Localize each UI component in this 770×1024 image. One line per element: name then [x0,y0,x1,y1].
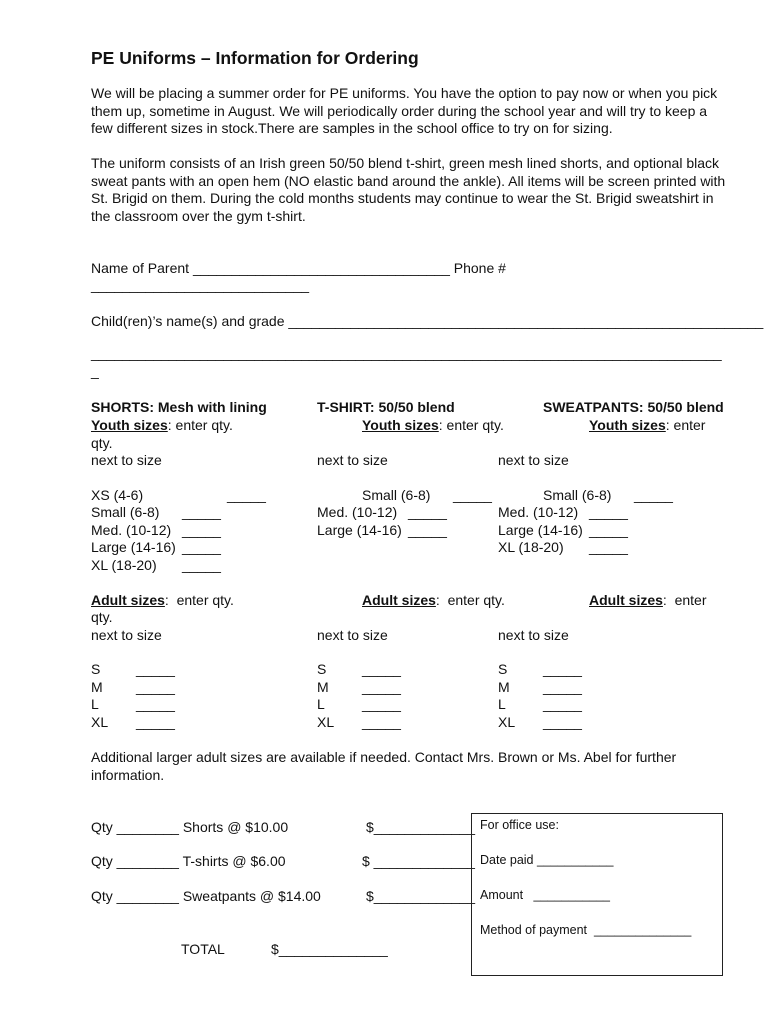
qty-wrap: qty. [91,435,113,451]
adult-blank: _____ [543,714,582,730]
youth-sweat-blank: _____ [589,522,628,538]
blank-line: _________________________________________________________________________________ [91,345,722,361]
adult-size: M [317,679,329,695]
shorts-youth-label: Youth sizes: enter qty. [91,417,233,433]
sweatpants-heading: SWEATPANTS: 50/50 blend [543,399,724,415]
youth-tshirt-size: Med. (10-12) [317,504,398,520]
tshirt-next-to-size: next to size [317,627,388,643]
youth-shorts-blank: _____ [182,522,221,538]
sweat-adult-label: Adult sizes: enter [589,592,707,608]
youth-sweat-blank: _____ [589,539,628,555]
adult-blank: _____ [362,661,401,677]
adult-size: L [317,696,325,712]
parent-name-line: Name of Parent _________________________________ Phone # [91,260,506,276]
shorts-next-to-size: next to size [91,627,162,643]
tshirt-youth-label: Youth sizes: enter qty. [362,417,504,433]
youth-shorts-size: XS (4-6) [91,487,144,503]
youth-sweat-size: Small (6-8) [543,487,612,503]
adult-blank: _____ [543,696,582,712]
adult-blank: _____ [136,696,175,712]
tshirt-heading: T-SHIRT: 50/50 blend [317,399,455,415]
total-dollar-line: $______________ [271,941,388,957]
description-paragraph: The uniform consists of an Irish green 50/50 blend t-shirt, green mesh lined shorts, and optional black sweat pants with an open hem (NO elastic band around the ankle). All items will be screen printed with St. Brigid on them. During the cold months students may continue to wear the St. Brigid sweatshirt in the classroom over the gym t-shirt. [91,155,726,225]
tshirts-qty-line: Qty ________ T-shirts @ $6.00 [91,853,286,869]
adult-size: S [317,661,327,677]
adult-blank: _____ [362,696,401,712]
youth-shorts-blank: _____ [182,557,221,573]
shorts-qty-line: Qty ________ Shorts @ $10.00 [91,819,289,835]
phone-blank: ____________________________ [91,277,310,293]
adult-size: XL [317,714,335,730]
adult-size: XL [91,714,109,730]
adult-size: L [498,696,506,712]
adult-blank: _____ [136,661,175,677]
adult-blank: _____ [543,661,582,677]
youth-shorts-size: Small (6-8) [91,504,160,520]
office-payment-method: Method of payment ______________ [480,923,692,937]
adult-blank: _____ [136,714,175,730]
adult-size: M [91,679,103,695]
page-title: PE Uniforms – Information for Ordering [91,48,419,68]
youth-shorts-blank: _____ [182,504,221,520]
adult-size: M [498,679,510,695]
adult-blank: _____ [362,679,401,695]
shorts-adult-label: Adult sizes: enter qty. [91,592,234,608]
tshirts-dollar-line: $ _____________ [362,853,475,869]
adult-blank: _____ [362,714,401,730]
youth-shorts-blank: _____ [227,487,266,503]
youth-sweat-size: Med. (10-12) [498,504,579,520]
adult-size: S [498,661,508,677]
youth-shorts-blank: _____ [182,539,221,555]
youth-tshirt-size: Small (6-8) [362,487,431,503]
sweat-youth-label: Youth sizes: enter [589,417,706,433]
office-date-paid: Date paid ___________ [480,853,614,867]
additional-sizes-note: Additional larger adult sizes are available if needed. Contact Mrs. Brown or Ms. Abel for further information. [91,749,677,783]
youth-sweat-size: Large (14-16) [498,522,583,538]
youth-tshirt-blank: _____ [408,504,447,520]
sweatpants-qty-line: Qty ________ Sweatpants @ $14.00 [91,888,321,904]
adult-blank: _____ [136,679,175,695]
youth-shorts-size: XL (18-20) [91,557,157,573]
adult-size: S [91,661,101,677]
youth-sweat-size: XL (18-20) [498,539,564,555]
shorts-heading: SHORTS: Mesh with lining [91,399,267,415]
children-line: Child(ren)’s name(s) and grade _____________________________________________________________ [91,313,764,329]
shorts-dollar-line: $_____________ [366,819,476,835]
youth-tshirt-blank: _____ [408,522,447,538]
office-amount: Amount ___________ [480,888,610,902]
youth-tshirt-blank: _____ [453,487,492,503]
total-label: TOTAL [181,941,225,957]
adult-size: L [91,696,99,712]
adult-blank: _____ [543,679,582,695]
youth-sweat-blank: _____ [634,487,673,503]
youth-shorts-size: Med. (10-12) [91,522,172,538]
youth-shorts-size: Large (14-16) [91,539,176,555]
sweatpants-dollar-line: $_____________ [366,888,476,904]
blank-line-tail: _ [91,363,99,379]
shorts-next-to-size: next to size [91,452,162,468]
office-use-heading: For office use: [480,818,559,832]
tshirt-next-to-size: next to size [317,452,388,468]
intro-paragraph: We will be placing a summer order for PE uniforms. You have the option to pay now or when you pick them up, sometime in August. We will periodically order during the school year and will try to keep a few different sizes in stock.There are samples in the school office to try on for sizing. [91,85,718,137]
adult-size: XL [498,714,516,730]
tshirt-adult-label: Adult sizes: enter qty. [362,592,505,608]
sweat-next-to-size: next to size [498,452,569,468]
youth-sweat-blank: _____ [589,504,628,520]
sweat-next-to-size: next to size [498,627,569,643]
youth-tshirt-size: Large (14-16) [317,522,402,538]
qty-wrap: qty. [91,609,113,625]
